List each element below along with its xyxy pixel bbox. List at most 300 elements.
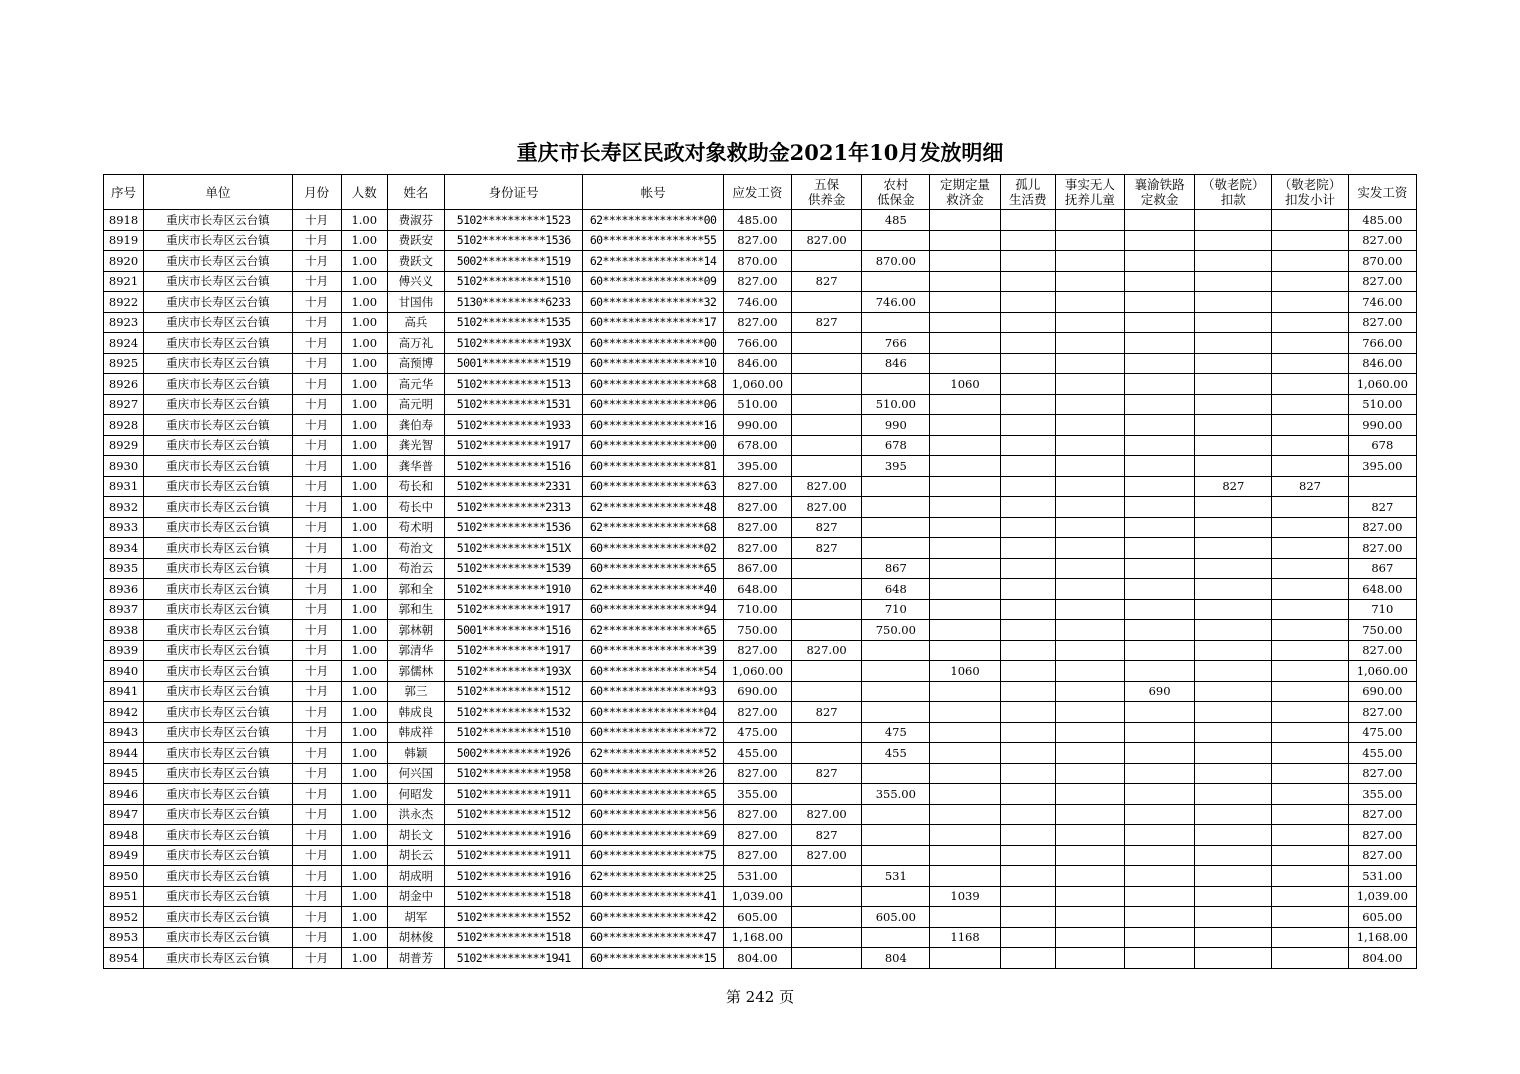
cell-actual-pay bbox=[1348, 476, 1416, 497]
cell-seq: 8936 bbox=[104, 579, 144, 600]
cell-count: 1.00 bbox=[341, 353, 387, 374]
cell-month: 十月 bbox=[292, 456, 341, 477]
cell-payable: 867.00 bbox=[723, 558, 791, 579]
cell-deduction-subtotal bbox=[1272, 456, 1348, 477]
cell-account: 60****************41 bbox=[583, 886, 723, 907]
cell-actual-pay: 1,060.00 bbox=[1348, 374, 1416, 395]
cell-wubao bbox=[792, 886, 862, 907]
cell-account: 60****************16 bbox=[583, 415, 723, 436]
cell-orphan bbox=[1000, 804, 1055, 825]
cell-xiangyu bbox=[1124, 497, 1194, 518]
cell-name: 苟术明 bbox=[387, 517, 444, 538]
table-row bbox=[104, 394, 1417, 415]
cell-actual-pay: 531.00 bbox=[1348, 866, 1416, 887]
cell-account: 62****************00 bbox=[583, 210, 723, 231]
cell-count: 1.00 bbox=[341, 374, 387, 395]
cell-xiangyu bbox=[1124, 702, 1194, 723]
cell-id-number: 5102**********1917 bbox=[444, 599, 582, 620]
cell-payable: 1,168.00 bbox=[723, 927, 791, 948]
cell-dibao: 485 bbox=[862, 210, 930, 231]
cell-dibao: 750.00 bbox=[862, 620, 930, 641]
cell-deduction bbox=[1195, 722, 1272, 743]
cell-actual-pay: 827.00 bbox=[1348, 702, 1416, 723]
cell-dingqi bbox=[930, 415, 1000, 436]
cell-count: 1.00 bbox=[341, 804, 387, 825]
cell-deduction bbox=[1195, 497, 1272, 518]
cell-wubao bbox=[792, 435, 862, 456]
cell-count: 1.00 bbox=[341, 476, 387, 497]
cell-payable: 1,039.00 bbox=[723, 886, 791, 907]
cell-dingqi bbox=[930, 230, 1000, 251]
cell-seq: 8928 bbox=[104, 415, 144, 436]
table-row bbox=[104, 804, 1417, 825]
column-header-line: 月份 bbox=[304, 184, 330, 200]
cell-deduction-subtotal bbox=[1272, 292, 1348, 313]
column-header-line: 扣款 bbox=[1220, 192, 1246, 207]
cell-deduction-subtotal bbox=[1272, 886, 1348, 907]
cell-actual-pay: 746.00 bbox=[1348, 292, 1416, 313]
cell-seq: 8931 bbox=[104, 476, 144, 497]
cell-payable: 990.00 bbox=[723, 415, 791, 436]
cell-orphan bbox=[1000, 517, 1055, 538]
cell-unsupported-child bbox=[1055, 517, 1124, 538]
cell-dingqi bbox=[930, 681, 1000, 702]
relief-fund-table bbox=[103, 174, 1417, 969]
cell-payable: 690.00 bbox=[723, 681, 791, 702]
cell-account: 62****************48 bbox=[583, 497, 723, 518]
cell-unsupported-child bbox=[1055, 825, 1124, 846]
cell-name: 郭儒林 bbox=[387, 661, 444, 682]
cell-xiangyu bbox=[1124, 825, 1194, 846]
column-header-line: 抚养儿童 bbox=[1064, 192, 1115, 207]
table-row bbox=[104, 599, 1417, 620]
column-header bbox=[1195, 175, 1272, 210]
cell-name: 何兴国 bbox=[387, 763, 444, 784]
cell-orphan bbox=[1000, 907, 1055, 928]
cell-dingqi bbox=[930, 251, 1000, 272]
cell-actual-pay: 750.00 bbox=[1348, 620, 1416, 641]
cell-id-number: 5102**********1513 bbox=[444, 374, 582, 395]
cell-wubao bbox=[792, 927, 862, 948]
cell-orphan bbox=[1000, 333, 1055, 354]
cell-wubao bbox=[792, 866, 862, 887]
cell-count: 1.00 bbox=[341, 251, 387, 272]
cell-dibao: 455 bbox=[862, 743, 930, 764]
cell-orphan bbox=[1000, 845, 1055, 866]
cell-id-number: 5102**********1911 bbox=[444, 845, 582, 866]
page-number-prefix: 第 bbox=[725, 988, 741, 1006]
cell-dingqi bbox=[930, 435, 1000, 456]
cell-wubao: 827 bbox=[792, 702, 862, 723]
cell-deduction-subtotal bbox=[1272, 804, 1348, 825]
cell-unsupported-child bbox=[1055, 763, 1124, 784]
cell-seq: 8941 bbox=[104, 681, 144, 702]
cell-count: 1.00 bbox=[341, 702, 387, 723]
cell-month: 十月 bbox=[292, 271, 341, 292]
column-header-line: 供养金 bbox=[807, 192, 846, 207]
table-row bbox=[104, 497, 1417, 518]
cell-unit: 重庆市长寿区云台镇 bbox=[144, 538, 292, 559]
cell-deduction bbox=[1195, 599, 1272, 620]
cell-month: 十月 bbox=[292, 230, 341, 251]
cell-xiangyu bbox=[1124, 210, 1194, 231]
cell-orphan bbox=[1000, 620, 1055, 641]
cell-payable: 605.00 bbox=[723, 907, 791, 928]
cell-count: 1.00 bbox=[341, 497, 387, 518]
cell-payable: 827.00 bbox=[723, 763, 791, 784]
cell-deduction bbox=[1195, 948, 1272, 969]
cell-xiangyu: 690 bbox=[1124, 681, 1194, 702]
cell-unit: 重庆市长寿区云台镇 bbox=[144, 394, 292, 415]
cell-dibao: 531 bbox=[862, 866, 930, 887]
table-body bbox=[104, 210, 1417, 969]
cell-actual-pay: 648.00 bbox=[1348, 579, 1416, 600]
cell-name: 高元明 bbox=[387, 394, 444, 415]
column-header-line: 应发工资 bbox=[732, 184, 783, 200]
cell-deduction bbox=[1195, 353, 1272, 374]
cell-deduction-subtotal bbox=[1272, 599, 1348, 620]
cell-unsupported-child bbox=[1055, 456, 1124, 477]
cell-unsupported-child bbox=[1055, 210, 1124, 231]
cell-seq: 8923 bbox=[104, 312, 144, 333]
cell-count: 1.00 bbox=[341, 415, 387, 436]
cell-count: 1.00 bbox=[341, 825, 387, 846]
cell-month: 十月 bbox=[292, 435, 341, 456]
cell-seq: 8954 bbox=[104, 948, 144, 969]
cell-deduction-subtotal bbox=[1272, 374, 1348, 395]
cell-dingqi bbox=[930, 825, 1000, 846]
cell-seq: 8944 bbox=[104, 743, 144, 764]
cell-dibao bbox=[862, 825, 930, 846]
cell-deduction bbox=[1195, 333, 1272, 354]
column-header bbox=[792, 175, 862, 210]
cell-unsupported-child bbox=[1055, 599, 1124, 620]
cell-payable: 827.00 bbox=[723, 517, 791, 538]
cell-deduction bbox=[1195, 866, 1272, 887]
cell-wubao bbox=[792, 558, 862, 579]
cell-unsupported-child bbox=[1055, 394, 1124, 415]
cell-dingqi bbox=[930, 579, 1000, 600]
cell-dibao: 395 bbox=[862, 456, 930, 477]
cell-orphan bbox=[1000, 784, 1055, 805]
cell-name: 洪永杰 bbox=[387, 804, 444, 825]
cell-xiangyu bbox=[1124, 784, 1194, 805]
cell-name: 胡军 bbox=[387, 907, 444, 928]
cell-name: 龚伯寿 bbox=[387, 415, 444, 436]
cell-xiangyu bbox=[1124, 415, 1194, 436]
cell-unsupported-child bbox=[1055, 415, 1124, 436]
table-row bbox=[104, 517, 1417, 538]
column-header-line: 救济金 bbox=[946, 192, 984, 207]
cell-unit: 重庆市长寿区云台镇 bbox=[144, 661, 292, 682]
table-row bbox=[104, 579, 1417, 600]
table-row bbox=[104, 722, 1417, 743]
column-header-line: 实发工资 bbox=[1357, 184, 1408, 200]
cell-id-number: 5102**********1535 bbox=[444, 312, 582, 333]
cell-name: 苟长中 bbox=[387, 497, 444, 518]
cell-month: 十月 bbox=[292, 497, 341, 518]
cell-count: 1.00 bbox=[341, 579, 387, 600]
cell-payable: 678.00 bbox=[723, 435, 791, 456]
column-header bbox=[144, 175, 292, 210]
cell-unit: 重庆市长寿区云台镇 bbox=[144, 804, 292, 825]
cell-actual-pay: 395.00 bbox=[1348, 456, 1416, 477]
cell-deduction-subtotal: 827 bbox=[1272, 476, 1348, 497]
cell-deduction bbox=[1195, 558, 1272, 579]
cell-deduction bbox=[1195, 743, 1272, 764]
cell-unit: 重庆市长寿区云台镇 bbox=[144, 620, 292, 641]
cell-dibao bbox=[862, 763, 930, 784]
cell-deduction-subtotal bbox=[1272, 661, 1348, 682]
table-row bbox=[104, 538, 1417, 559]
cell-dingqi bbox=[930, 702, 1000, 723]
cell-dingqi bbox=[930, 743, 1000, 764]
column-header bbox=[444, 175, 582, 210]
cell-account: 62****************68 bbox=[583, 517, 723, 538]
cell-month: 十月 bbox=[292, 804, 341, 825]
cell-orphan bbox=[1000, 886, 1055, 907]
cell-orphan bbox=[1000, 763, 1055, 784]
cell-orphan bbox=[1000, 866, 1055, 887]
cell-actual-pay: 827.00 bbox=[1348, 312, 1416, 333]
cell-orphan bbox=[1000, 476, 1055, 497]
cell-dibao bbox=[862, 804, 930, 825]
cell-month: 十月 bbox=[292, 394, 341, 415]
cell-actual-pay: 827.00 bbox=[1348, 517, 1416, 538]
cell-deduction-subtotal bbox=[1272, 435, 1348, 456]
table-row bbox=[104, 435, 1417, 456]
cell-payable: 485.00 bbox=[723, 210, 791, 231]
table-row bbox=[104, 230, 1417, 251]
cell-xiangyu bbox=[1124, 579, 1194, 600]
cell-unsupported-child bbox=[1055, 538, 1124, 559]
cell-payable: 395.00 bbox=[723, 456, 791, 477]
cell-id-number: 5102**********1917 bbox=[444, 640, 582, 661]
table-row bbox=[104, 948, 1417, 969]
column-header-line: 生活费 bbox=[1008, 192, 1047, 207]
table-row bbox=[104, 353, 1417, 374]
cell-unsupported-child bbox=[1055, 927, 1124, 948]
cell-deduction bbox=[1195, 886, 1272, 907]
cell-month: 十月 bbox=[292, 907, 341, 928]
cell-seq: 8946 bbox=[104, 784, 144, 805]
cell-seq: 8951 bbox=[104, 886, 144, 907]
cell-actual-pay: 870.00 bbox=[1348, 251, 1416, 272]
cell-seq: 8940 bbox=[104, 661, 144, 682]
cell-actual-pay: 510.00 bbox=[1348, 394, 1416, 415]
cell-wubao: 827 bbox=[792, 763, 862, 784]
column-header-line: 人数 bbox=[351, 184, 377, 200]
cell-wubao bbox=[792, 353, 862, 374]
cell-dingqi bbox=[930, 538, 1000, 559]
cell-actual-pay: 827.00 bbox=[1348, 640, 1416, 661]
column-header bbox=[104, 175, 144, 210]
table-header-row bbox=[104, 175, 1417, 210]
cell-unit: 重庆市长寿区云台镇 bbox=[144, 476, 292, 497]
cell-payable: 455.00 bbox=[723, 743, 791, 764]
cell-deduction-subtotal bbox=[1272, 845, 1348, 866]
cell-id-number: 5102**********1536 bbox=[444, 517, 582, 538]
cell-wubao: 827.00 bbox=[792, 476, 862, 497]
cell-unit: 重庆市长寿区云台镇 bbox=[144, 456, 292, 477]
cell-xiangyu bbox=[1124, 866, 1194, 887]
cell-wubao: 827.00 bbox=[792, 845, 862, 866]
cell-name: 高预博 bbox=[387, 353, 444, 374]
cell-xiangyu bbox=[1124, 927, 1194, 948]
cell-actual-pay: 827.00 bbox=[1348, 271, 1416, 292]
cell-xiangyu bbox=[1124, 435, 1194, 456]
cell-deduction-subtotal bbox=[1272, 927, 1348, 948]
cell-deduction-subtotal bbox=[1272, 784, 1348, 805]
cell-orphan bbox=[1000, 312, 1055, 333]
cell-seq: 8942 bbox=[104, 702, 144, 723]
cell-id-number: 5102**********1916 bbox=[444, 866, 582, 887]
cell-count: 1.00 bbox=[341, 927, 387, 948]
cell-seq: 8948 bbox=[104, 825, 144, 846]
cell-id-number: 5102**********1552 bbox=[444, 907, 582, 928]
cell-dibao bbox=[862, 230, 930, 251]
cell-orphan bbox=[1000, 497, 1055, 518]
cell-wubao bbox=[792, 251, 862, 272]
cell-unit: 重庆市长寿区云台镇 bbox=[144, 435, 292, 456]
table-row bbox=[104, 866, 1417, 887]
cell-unit: 重庆市长寿区云台镇 bbox=[144, 825, 292, 846]
cell-actual-pay: 605.00 bbox=[1348, 907, 1416, 928]
column-header-line: 农村 bbox=[883, 177, 909, 192]
column-header bbox=[862, 175, 930, 210]
cell-deduction bbox=[1195, 517, 1272, 538]
cell-deduction bbox=[1195, 825, 1272, 846]
cell-orphan bbox=[1000, 353, 1055, 374]
cell-account: 60****************02 bbox=[583, 538, 723, 559]
cell-id-number: 5102**********1512 bbox=[444, 804, 582, 825]
cell-count: 1.00 bbox=[341, 312, 387, 333]
cell-deduction-subtotal bbox=[1272, 394, 1348, 415]
cell-seq: 8932 bbox=[104, 497, 144, 518]
cell-count: 1.00 bbox=[341, 784, 387, 805]
cell-count: 1.00 bbox=[341, 333, 387, 354]
cell-wubao bbox=[792, 907, 862, 928]
cell-payable: 746.00 bbox=[723, 292, 791, 313]
cell-deduction bbox=[1195, 456, 1272, 477]
cell-xiangyu bbox=[1124, 374, 1194, 395]
cell-dingqi bbox=[930, 333, 1000, 354]
cell-count: 1.00 bbox=[341, 456, 387, 477]
cell-actual-pay: 827.00 bbox=[1348, 538, 1416, 559]
cell-dibao: 510.00 bbox=[862, 394, 930, 415]
cell-wubao bbox=[792, 415, 862, 436]
cell-dibao: 746.00 bbox=[862, 292, 930, 313]
cell-unit: 重庆市长寿区云台镇 bbox=[144, 743, 292, 764]
cell-orphan bbox=[1000, 722, 1055, 743]
cell-dingqi: 1039 bbox=[930, 886, 1000, 907]
cell-actual-pay: 804.00 bbox=[1348, 948, 1416, 969]
cell-unsupported-child bbox=[1055, 579, 1124, 600]
cell-unit: 重庆市长寿区云台镇 bbox=[144, 558, 292, 579]
column-header-line: 定期定量 bbox=[940, 177, 991, 192]
cell-month: 十月 bbox=[292, 927, 341, 948]
cell-deduction bbox=[1195, 763, 1272, 784]
cell-deduction bbox=[1195, 784, 1272, 805]
cell-deduction-subtotal bbox=[1272, 681, 1348, 702]
column-header-line: 低保金 bbox=[877, 192, 915, 207]
cell-xiangyu bbox=[1124, 661, 1194, 682]
cell-wubao bbox=[792, 743, 862, 764]
cell-wubao: 827 bbox=[792, 312, 862, 333]
cell-deduction bbox=[1195, 804, 1272, 825]
cell-orphan bbox=[1000, 599, 1055, 620]
cell-payable: 827.00 bbox=[723, 845, 791, 866]
cell-unsupported-child bbox=[1055, 640, 1124, 661]
cell-unit: 重庆市长寿区云台镇 bbox=[144, 579, 292, 600]
cell-dingqi bbox=[930, 866, 1000, 887]
cell-payable: 531.00 bbox=[723, 866, 791, 887]
cell-unsupported-child bbox=[1055, 702, 1124, 723]
cell-month: 十月 bbox=[292, 312, 341, 333]
cell-deduction-subtotal bbox=[1272, 948, 1348, 969]
column-header-line: 姓名 bbox=[403, 184, 429, 200]
column-header bbox=[292, 175, 341, 210]
table-row bbox=[104, 312, 1417, 333]
cell-deduction: 827 bbox=[1195, 476, 1272, 497]
cell-deduction bbox=[1195, 907, 1272, 928]
cell-wubao: 827.00 bbox=[792, 804, 862, 825]
page-title: 重庆市长寿区民政对象救助金2021年10月发放明细 bbox=[516, 140, 1004, 165]
cell-seq: 8950 bbox=[104, 866, 144, 887]
cell-month: 十月 bbox=[292, 722, 341, 743]
table-row bbox=[104, 784, 1417, 805]
cell-deduction bbox=[1195, 845, 1272, 866]
cell-month: 十月 bbox=[292, 845, 341, 866]
cell-payable: 827.00 bbox=[723, 312, 791, 333]
cell-wubao bbox=[792, 948, 862, 969]
cell-deduction bbox=[1195, 620, 1272, 641]
cell-seq: 8935 bbox=[104, 558, 144, 579]
cell-seq: 8933 bbox=[104, 517, 144, 538]
cell-payable: 510.00 bbox=[723, 394, 791, 415]
cell-payable: 827.00 bbox=[723, 271, 791, 292]
cell-deduction-subtotal bbox=[1272, 497, 1348, 518]
cell-month: 十月 bbox=[292, 661, 341, 682]
cell-deduction-subtotal bbox=[1272, 825, 1348, 846]
cell-month: 十月 bbox=[292, 948, 341, 969]
column-header-line: （敬老院） bbox=[1278, 177, 1342, 192]
cell-actual-pay: 827.00 bbox=[1348, 230, 1416, 251]
cell-unit: 重庆市长寿区云台镇 bbox=[144, 722, 292, 743]
cell-deduction-subtotal bbox=[1272, 230, 1348, 251]
cell-seq: 8930 bbox=[104, 456, 144, 477]
cell-deduction-subtotal bbox=[1272, 251, 1348, 272]
cell-payable: 766.00 bbox=[723, 333, 791, 354]
cell-actual-pay: 846.00 bbox=[1348, 353, 1416, 374]
cell-wubao bbox=[792, 661, 862, 682]
cell-xiangyu bbox=[1124, 640, 1194, 661]
table-row bbox=[104, 763, 1417, 784]
cell-count: 1.00 bbox=[341, 517, 387, 538]
cell-account: 60****************94 bbox=[583, 599, 723, 620]
cell-payable: 827.00 bbox=[723, 702, 791, 723]
cell-dingqi bbox=[930, 845, 1000, 866]
table-row bbox=[104, 845, 1417, 866]
cell-dibao bbox=[862, 702, 930, 723]
cell-month: 十月 bbox=[292, 292, 341, 313]
cell-orphan bbox=[1000, 681, 1055, 702]
cell-count: 1.00 bbox=[341, 886, 387, 907]
cell-unit: 重庆市长寿区云台镇 bbox=[144, 312, 292, 333]
cell-count: 1.00 bbox=[341, 292, 387, 313]
table-row bbox=[104, 271, 1417, 292]
cell-seq: 8925 bbox=[104, 353, 144, 374]
